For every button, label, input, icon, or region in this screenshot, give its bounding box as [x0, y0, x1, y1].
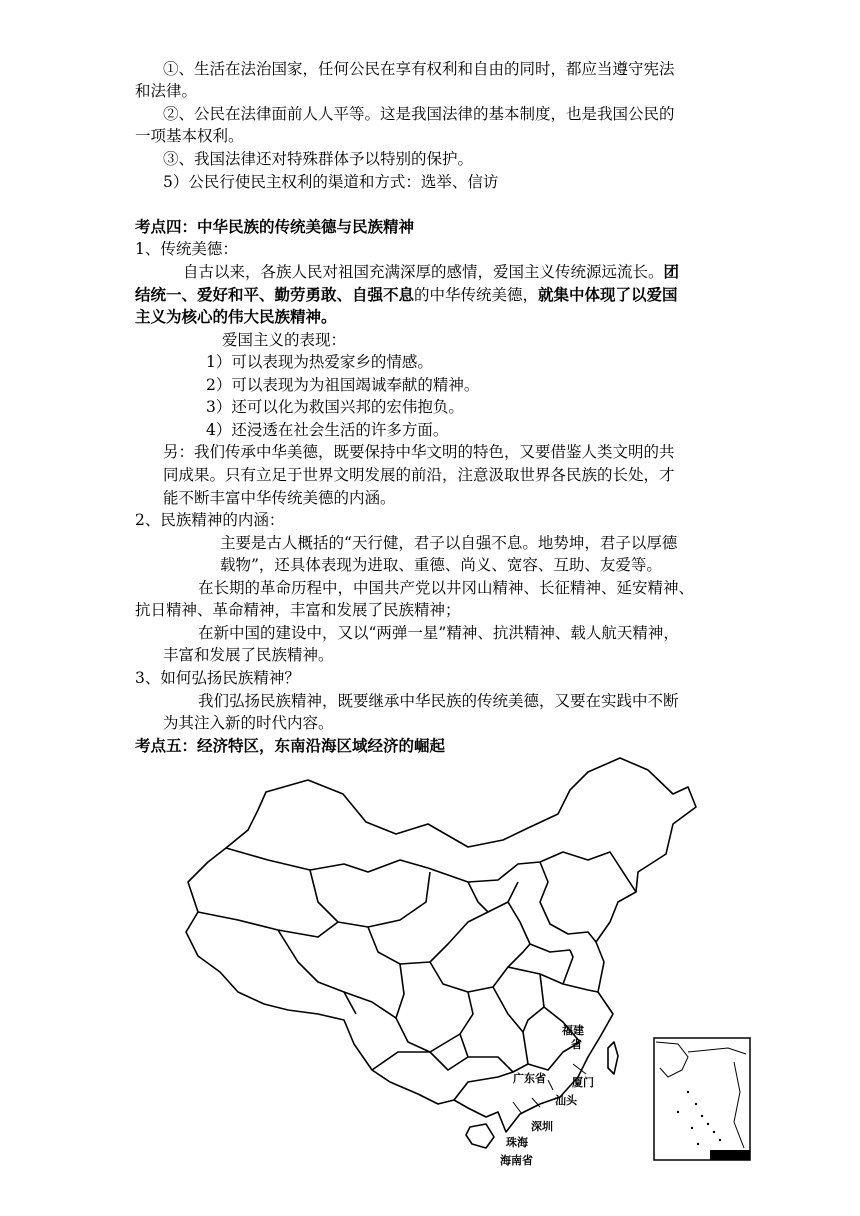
- spirit-line-3: 在长期的革命历程中，中国共产党以井冈山精神、长征精神、延安精神、: [198, 579, 695, 597]
- virtue-subtitle: 1、传统美德：: [135, 240, 238, 258]
- spirit-line-6: 丰富和发展了民族精神。: [163, 646, 334, 664]
- province-border: [226, 848, 428, 872]
- province-border: [368, 912, 488, 964]
- province-border: [460, 992, 473, 1057]
- province-border: [540, 862, 596, 942]
- province-border: [493, 987, 528, 1064]
- also-note-line-2: 同成果。只有立足于世界文明发展的前沿，注意汲取世界各民族的长处，才: [163, 466, 675, 484]
- south-china-sea-inset: [654, 1038, 750, 1160]
- democratic-rights-line: 5）公民行使民主权利的渠道和方式：选举、信访: [163, 173, 499, 191]
- promote-line-2: 为其注入新的时代内容。: [163, 714, 334, 732]
- province-border: [454, 1072, 513, 1100]
- virtue-text: 自古以来，各族人民对祖国充满深厚的感情，爱国主义传统源远流长。: [183, 263, 664, 281]
- patriotism-item: 1）可以表现为热爱家乡的情感。: [206, 353, 433, 371]
- map-label-shenzhen: 深圳: [531, 1120, 553, 1133]
- patriotism-item: 2）可以表现为为祖国竭诚奉献的精神。: [206, 376, 480, 394]
- province-border: [523, 1007, 544, 1032]
- leader-line: [548, 1080, 553, 1090]
- spirit-line-1: 主要是古人概括的“天行健，君子以自强不息。地势坤，君子以厚德: [220, 534, 678, 552]
- map-label-fujian-sheng: 省: [571, 1038, 582, 1051]
- province-border: [428, 852, 636, 892]
- province-border: [310, 870, 430, 927]
- virtue-bold-list: 结统一、爱好和平、勤劳勇敢、自强不息: [135, 286, 415, 304]
- province-border: [396, 964, 460, 1052]
- patriotism-title: 爱国主义的表现：: [222, 331, 347, 349]
- province-border: [508, 967, 598, 992]
- patriotism-item: 3）还可以化为救国兴邦的宏伟抱负。: [206, 398, 464, 416]
- leader-line: [513, 1102, 522, 1114]
- law-point-1-line-2: 和法律。: [135, 82, 198, 100]
- spirit-line-5: 在新中国的建设中，又以“两弹一星”精神、抗洪精神、载人航天精神，: [198, 624, 679, 642]
- spirit-line-4: 抗日精神、革命精神，丰富和发展了民族精神；: [135, 601, 461, 619]
- province-border: [563, 950, 573, 984]
- hainan-island: [466, 1124, 494, 1148]
- province-border: [508, 902, 570, 952]
- map-label-fujian: 福建: [562, 1024, 584, 1037]
- map-label-shantou: 汕头: [555, 1094, 577, 1107]
- map-label-guangdong: 广东省: [513, 1072, 546, 1085]
- also-note-line-3: 能不断丰富中华传统美德的内涵。: [163, 489, 396, 507]
- section-5-title: 考点五：经济特区，东南沿海区域经济的崛起: [135, 737, 446, 755]
- virtue-paragraph-line-3: 主义为核心的伟大民族精神。: [135, 308, 337, 326]
- law-point-2-line-2: 一项基本权利。: [135, 127, 244, 145]
- province-border: [372, 1042, 580, 1072]
- promote-subtitle: 3、如何弘扬民族精神？: [135, 669, 300, 687]
- patriotism-item: 4）还浸透在社会生活的许多方面。: [206, 421, 449, 439]
- virtue-paragraph-line-1: [183, 261, 679, 283]
- china-province-map: [168, 752, 758, 1172]
- province-border: [278, 930, 356, 1014]
- province-border: [198, 912, 338, 937]
- virtue-bold-start: 团: [663, 263, 680, 281]
- map-label-hainan: 海南省: [500, 1154, 533, 1167]
- map-label-xiamen: 厦门: [572, 1076, 594, 1089]
- country-outline: [186, 758, 696, 1132]
- law-point-1-line-1: ①、生活在法治国家，任何公民在享有权利和自由的同时，都应当遵守宪法: [163, 60, 675, 78]
- virtue-bold-end: 就集中体现了以爱国: [538, 286, 678, 304]
- spirit-line-2: 载物”，还具体表现为进取、重德、尚义、宽容、互助、友爱等。: [220, 556, 662, 574]
- virtue-text-mid: 的中华传统美德，: [414, 286, 539, 304]
- map-label-zhuhai: 珠海: [506, 1136, 528, 1149]
- law-point-2-line-1: ②、公民在法律面前人人平等。这是我国法律的基本制度，也是我国公民的: [163, 105, 675, 123]
- also-note-line-1: 另：我们传承中华美德，既要保持中华文明的特色，又要借鉴人类文明的共: [163, 443, 675, 461]
- section-4-title: 考点四：中华民族的传统美德与民族精神: [135, 218, 415, 236]
- law-point-3: ③、我国法律还对特殊群体予以特别的保护。: [163, 150, 474, 168]
- virtue-paragraph-line-2: [135, 284, 678, 306]
- taiwan-island: [608, 1042, 618, 1074]
- promote-line-1: 我们弘扬民族精神，既要继承中华民族的传统美德，又要在实践中不断: [198, 692, 679, 710]
- spirit-subtitle: 2、民族精神的内涵：: [135, 511, 285, 529]
